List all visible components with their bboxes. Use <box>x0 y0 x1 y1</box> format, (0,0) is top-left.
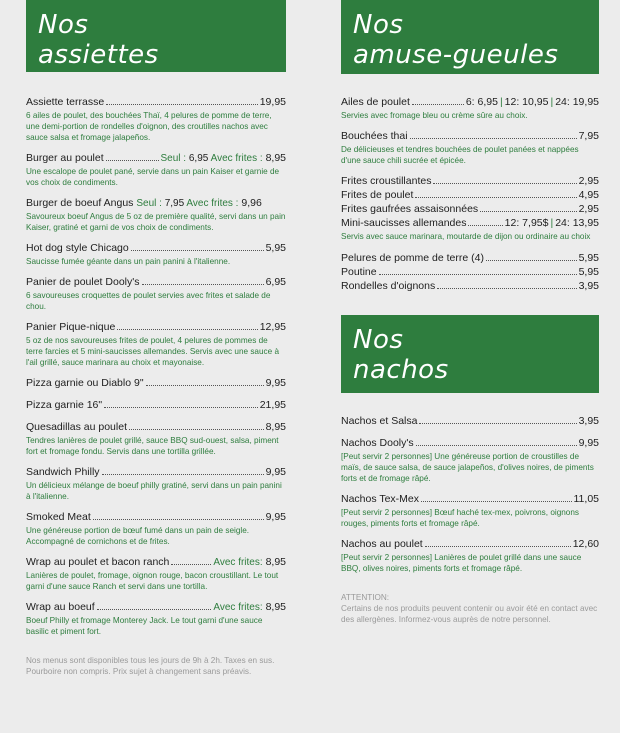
item-description: Servies avec fromage bleu ou crème sûre au choix. <box>341 111 528 120</box>
item-name: Pelures de pomme de terre (4) <box>341 252 484 264</box>
item-price: 9,95 <box>265 377 286 389</box>
item-price: 2,95 <box>578 203 599 215</box>
item-price: 9,95 <box>265 466 286 478</box>
item-description: Saucisse fumée géante dans un pain panini à l'italienne. <box>26 257 231 266</box>
item-price: 6: 6,95 <box>465 96 498 108</box>
item-name: Burger au poulet <box>26 152 104 164</box>
nachos-title-line2: nachos <box>353 355 449 385</box>
item-price: 11,05 <box>573 493 599 505</box>
item-description: Savoureux boeuf Angus de 5 oz de première qualité, servi dans un pain Kaiser, gratiné et garni de vos choix de condiments. <box>26 212 286 232</box>
item-name: Sandwich Philly <box>26 466 100 478</box>
item-name: Wrap au boeuf <box>26 601 95 613</box>
item-price: 12: 10,95 <box>504 96 549 108</box>
option-label: Seul : <box>160 153 187 164</box>
item-description: Lanières de poulet, fromage, oignon rouge, bacon croustillant. Le tout garni d'une sauce Ranch et servi dans une tortilla. <box>26 571 279 591</box>
menu-item <box>26 466 286 502</box>
item-name: Quesadillas au poulet <box>26 421 127 433</box>
item-price: 19,95 <box>259 96 286 108</box>
item-description: 6 ailes de poulet, des bouchées Thaï, 4 pelures de pomme de terre, une demi-portion de rondelles d'oignon, des croutilles nachos avec sauce salsa et fromage jalapeños. <box>26 111 272 142</box>
item-description: Tendres lanières de poulet grillé, sauce BBQ sud-ouest, salsa, piment fort et fromage fondu. Servis dans une tortilla grillée. <box>26 436 279 456</box>
amuse-title-line2: amuse-gueules <box>353 40 559 70</box>
menu-item: Ailes de poulet 6: 6,95 | 12: 10,95 | 24: 19,95 Servies avec fromage bleu ou crème sûre au choix. <box>341 96 599 120</box>
item-name: Poutine <box>341 266 377 278</box>
nachos-title-line1: Nos <box>353 325 404 355</box>
menu-item <box>26 242 286 267</box>
item-description: Servis avec sauce marinara, moutarde de dijon ou ordinaire au choix <box>341 232 591 241</box>
item-name: Pizza garnie 16" <box>26 399 103 411</box>
item-price: 5,95 <box>578 252 599 264</box>
menu-item <box>341 266 599 279</box>
item-price: 9,95 <box>578 437 599 449</box>
item-name: Rondelles d'oignons <box>341 280 436 292</box>
menu-item <box>341 189 599 202</box>
item-price: 8,95 <box>265 421 286 433</box>
item-name: Burger de boeuf Angus <box>26 197 134 209</box>
menu-item <box>26 556 286 592</box>
item-price: 7,95 <box>578 130 599 142</box>
item-price: 2,95 <box>578 175 599 187</box>
item-description: Une généreuse portion de bœuf fumé dans un pain de seigle. Accompagné de cornichons et de frites. <box>26 526 250 546</box>
menu-item <box>341 175 599 188</box>
item-name: Assiette terrasse <box>26 96 105 108</box>
item-price: 8,95 <box>265 601 286 613</box>
assiettes-title-line1: Nos <box>38 10 89 40</box>
right-column <box>341 0 599 625</box>
item-description: Boeuf Philly et fromage Monterey Jack. Le tout garni d'une sauce basilic et piment fort. <box>26 616 263 636</box>
menu-item <box>341 538 599 574</box>
amuse-title-line1: Nos <box>353 10 404 40</box>
item-price: 24: 13,95 <box>555 217 599 229</box>
nachos-banner <box>341 315 599 393</box>
item-price: 9,96 <box>241 197 262 209</box>
item-description: [Peut servir 2 personnes] Lanières de poulet grillé dans une sauce BBQ, olives noires, piments forts et fromage râpé. <box>341 553 582 573</box>
item-price: 24: 19,95 <box>555 96 599 108</box>
item-price: 6,95 <box>265 276 286 288</box>
item-price: 12,60 <box>572 538 599 550</box>
availability-note: Nos menus sont disponibles tous les jours de 9h à 2h. Taxes en sus. Pourboire non compris. Prix sujet à changement sans préavis. <box>26 656 275 676</box>
menu-item <box>341 493 599 529</box>
option-label: Avec frites : <box>186 198 239 209</box>
menu-item <box>341 415 599 428</box>
item-price: 8,95 <box>265 152 286 164</box>
item-name: Mini-saucisses allemandes <box>341 217 467 229</box>
option-label: Avec frites: <box>213 602 263 613</box>
menu-item <box>26 197 286 233</box>
assiettes-title-line2: assiettes <box>38 40 159 70</box>
menu-item <box>26 152 286 188</box>
item-name: Nachos au poulet <box>341 538 423 550</box>
menu-item <box>26 421 286 457</box>
item-description: Un délicieux mélange de boeuf philly gratiné, servi dans un pain panini à l'italienne. <box>26 481 282 501</box>
item-name: Panier de poulet Dooly's <box>26 276 140 288</box>
menu-item <box>341 437 599 484</box>
option-label: Seul : <box>136 198 162 209</box>
item-price: 3,95 <box>578 280 599 292</box>
item-description: [Peut servir 2 personnes] Une généreuse portion de croustilles de maïs, de sauce salsa, de sauce jalapeños, d'olives noires, de piments forts et de fromage râpé. <box>341 452 594 483</box>
option-label: Avec frites : <box>210 153 263 164</box>
menu-item <box>26 96 286 143</box>
menu-item <box>26 377 286 390</box>
menu-item <box>26 601 286 637</box>
item-name: Hot dog style Chicago <box>26 242 129 254</box>
menu-item <box>341 252 599 265</box>
item-name: Smoked Meat <box>26 511 91 523</box>
item-description: 6 savoureuses croquettes de poulet servies avec frites et salade de chou. <box>26 291 271 311</box>
menu-item: Mini-saucisses allemandes 12: 7,95$ | 24: 13,95 Servis avec sauce marinara, moutarde de dijon ou ordinaire au choix <box>341 217 599 241</box>
assiettes-column <box>26 0 286 677</box>
item-name: Frites croustillantes <box>341 175 432 187</box>
item-name: Nachos Tex-Mex <box>341 493 420 505</box>
item-name: Nachos et Salsa <box>341 415 418 427</box>
item-price: 5,95 <box>265 242 286 254</box>
menu-item <box>341 130 599 166</box>
item-price: 8,95 <box>265 556 286 568</box>
attention-text: Certains de nos produits peuvent contenir ou avoir été en contact avec des allergènes. Informez-vous auprès de notre personnel. <box>341 604 598 624</box>
menu-item <box>26 276 286 312</box>
item-name: Wrap au poulet et bacon ranch <box>26 556 170 568</box>
item-description: De délicieuses et tendres bouchées de poulet panées et nappées d'une sauce chili sucrée et épicée. <box>341 145 579 165</box>
item-price: 12,95 <box>259 321 286 333</box>
item-description: 5 oz de nos savoureuses frites de poulet, 4 pelures de pommes de terre farcies et 5 mini-saucisses allemandes. Servis avec une sauce à l'ail grillé, sauce marinara au choix et mayonaise. <box>26 336 280 367</box>
item-price: 9,95 <box>265 511 286 523</box>
menu-item <box>26 321 286 368</box>
amuse-gueules-banner <box>341 0 599 74</box>
item-price: 4,95 <box>578 189 599 201</box>
item-price: 12: 7,95$ <box>504 217 549 229</box>
item-price: 3,95 <box>578 415 599 427</box>
option-label: Avec frites: <box>213 557 263 568</box>
menu-item <box>26 399 286 412</box>
item-name: Ailes de poulet <box>341 96 410 108</box>
attention-title: ATTENTION: <box>341 593 390 602</box>
menu-item <box>341 280 599 293</box>
item-description: [Peut servir 2 personnes] Bœuf haché tex-mex, poivrons, oignons rouges, piments forts et fromage râpé. <box>341 508 580 528</box>
item-description: Une escalope de poulet pané, servie dans un pain Kaiser et garnie de vos choix de condiments. <box>26 167 280 187</box>
item-name: Panier Pique-nique <box>26 321 116 333</box>
allergen-notice <box>341 592 599 625</box>
item-name: Bouchées thai <box>341 130 408 142</box>
menu-item <box>26 511 286 547</box>
menu-item <box>341 203 599 216</box>
option-price: 6,95 <box>188 153 209 164</box>
item-price: 5,95 <box>578 266 599 278</box>
assiettes-banner <box>26 0 286 72</box>
item-name: Frites de poulet <box>341 189 414 201</box>
item-price: 21,95 <box>259 399 286 411</box>
item-name: Pizza garnie ou Diablo 9" <box>26 377 144 389</box>
item-name: Nachos Dooly's <box>341 437 414 449</box>
option-price: 7,95 <box>164 198 185 209</box>
item-name: Frites gaufrées assaisonnées <box>341 203 479 215</box>
